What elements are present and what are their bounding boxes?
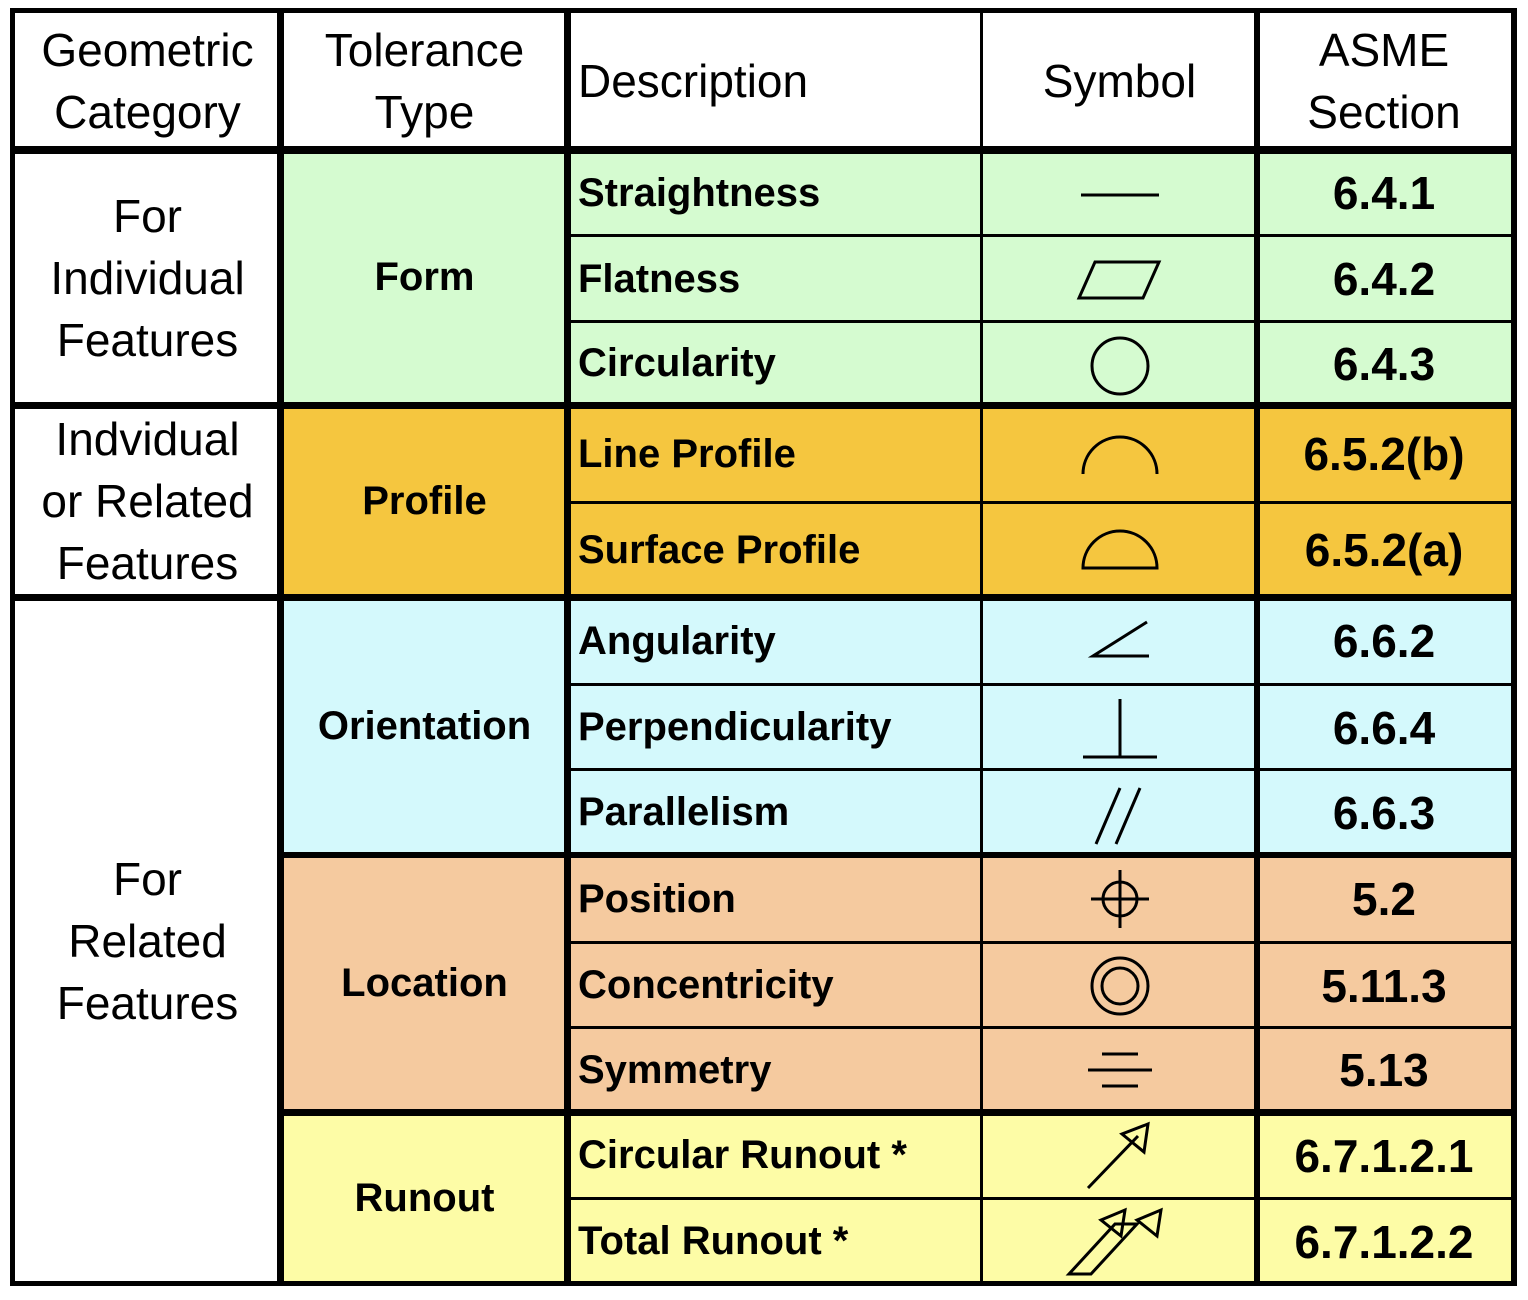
section-flatness: 6.4.2 xyxy=(1257,236,1511,322)
straightness-icon xyxy=(982,150,1257,236)
total-runout-icon xyxy=(982,1199,1257,1284)
desc-parallelism: Parallelism xyxy=(568,770,982,855)
desc-line-profile: Line Profile xyxy=(568,405,982,503)
header-geometric-category: Geometric Category xyxy=(14,12,281,150)
category-individual: For Individual Features xyxy=(14,150,281,405)
header-tolerance-type: Tolerance Type xyxy=(281,12,568,150)
section-circularity: 6.4.3 xyxy=(1257,322,1511,405)
desc-concentricity: Concentricity xyxy=(568,943,982,1028)
circular-runout-icon xyxy=(982,1112,1257,1199)
section-total-runout: 6.7.1.2.2 xyxy=(1257,1199,1511,1284)
symmetry-icon xyxy=(982,1028,1257,1112)
section-surface-profile: 6.5.2(a) xyxy=(1257,503,1511,597)
position-icon xyxy=(982,855,1257,943)
desc-position: Position xyxy=(568,855,982,943)
desc-symmetry: Symmetry xyxy=(568,1028,982,1112)
section-concentricity: 5.11.3 xyxy=(1257,943,1511,1028)
desc-straightness: Straightness xyxy=(568,150,982,236)
desc-circular-runout: Circular Runout * xyxy=(568,1112,982,1199)
category-individual-or-related: Indvidual or Related Features xyxy=(14,405,281,597)
section-position: 5.2 xyxy=(1257,855,1511,943)
desc-circularity: Circularity xyxy=(568,322,982,405)
desc-total-runout: Total Runout * xyxy=(568,1199,982,1284)
perpendicularity-icon xyxy=(982,685,1257,770)
section-parallelism: 6.6.3 xyxy=(1257,770,1511,855)
section-line-profile: 6.5.2(b) xyxy=(1257,405,1511,503)
parallelism-icon xyxy=(982,770,1257,855)
desc-angularity: Angularity xyxy=(568,597,982,685)
section-circular-runout: 6.7.1.2.1 xyxy=(1257,1112,1511,1199)
section-symmetry: 5.13 xyxy=(1257,1028,1511,1112)
header-asme-section: ASME Section xyxy=(1257,12,1511,150)
header-description: Description xyxy=(568,12,982,150)
line-profile-icon xyxy=(982,405,1257,503)
desc-surface-profile: Surface Profile xyxy=(568,503,982,597)
surface-profile-icon xyxy=(982,503,1257,597)
header-symbol: Symbol xyxy=(982,12,1257,150)
section-angularity: 6.6.2 xyxy=(1257,597,1511,685)
desc-perpendicularity: Perpendicularity xyxy=(568,685,982,770)
type-location: Location xyxy=(281,855,568,1112)
category-related: For Related Features xyxy=(14,597,281,1284)
section-perpendicularity: 6.6.4 xyxy=(1257,685,1511,770)
section-straightness: 6.4.1 xyxy=(1257,150,1511,236)
circularity-icon xyxy=(982,322,1257,405)
type-profile: Profile xyxy=(281,405,568,597)
type-runout: Runout xyxy=(281,1112,568,1284)
type-orientation: Orientation xyxy=(281,597,568,855)
desc-flatness: Flatness xyxy=(568,236,982,322)
type-form: Form xyxy=(281,150,568,405)
concentricity-icon xyxy=(982,943,1257,1028)
angularity-icon xyxy=(982,597,1257,685)
flatness-icon xyxy=(982,236,1257,322)
